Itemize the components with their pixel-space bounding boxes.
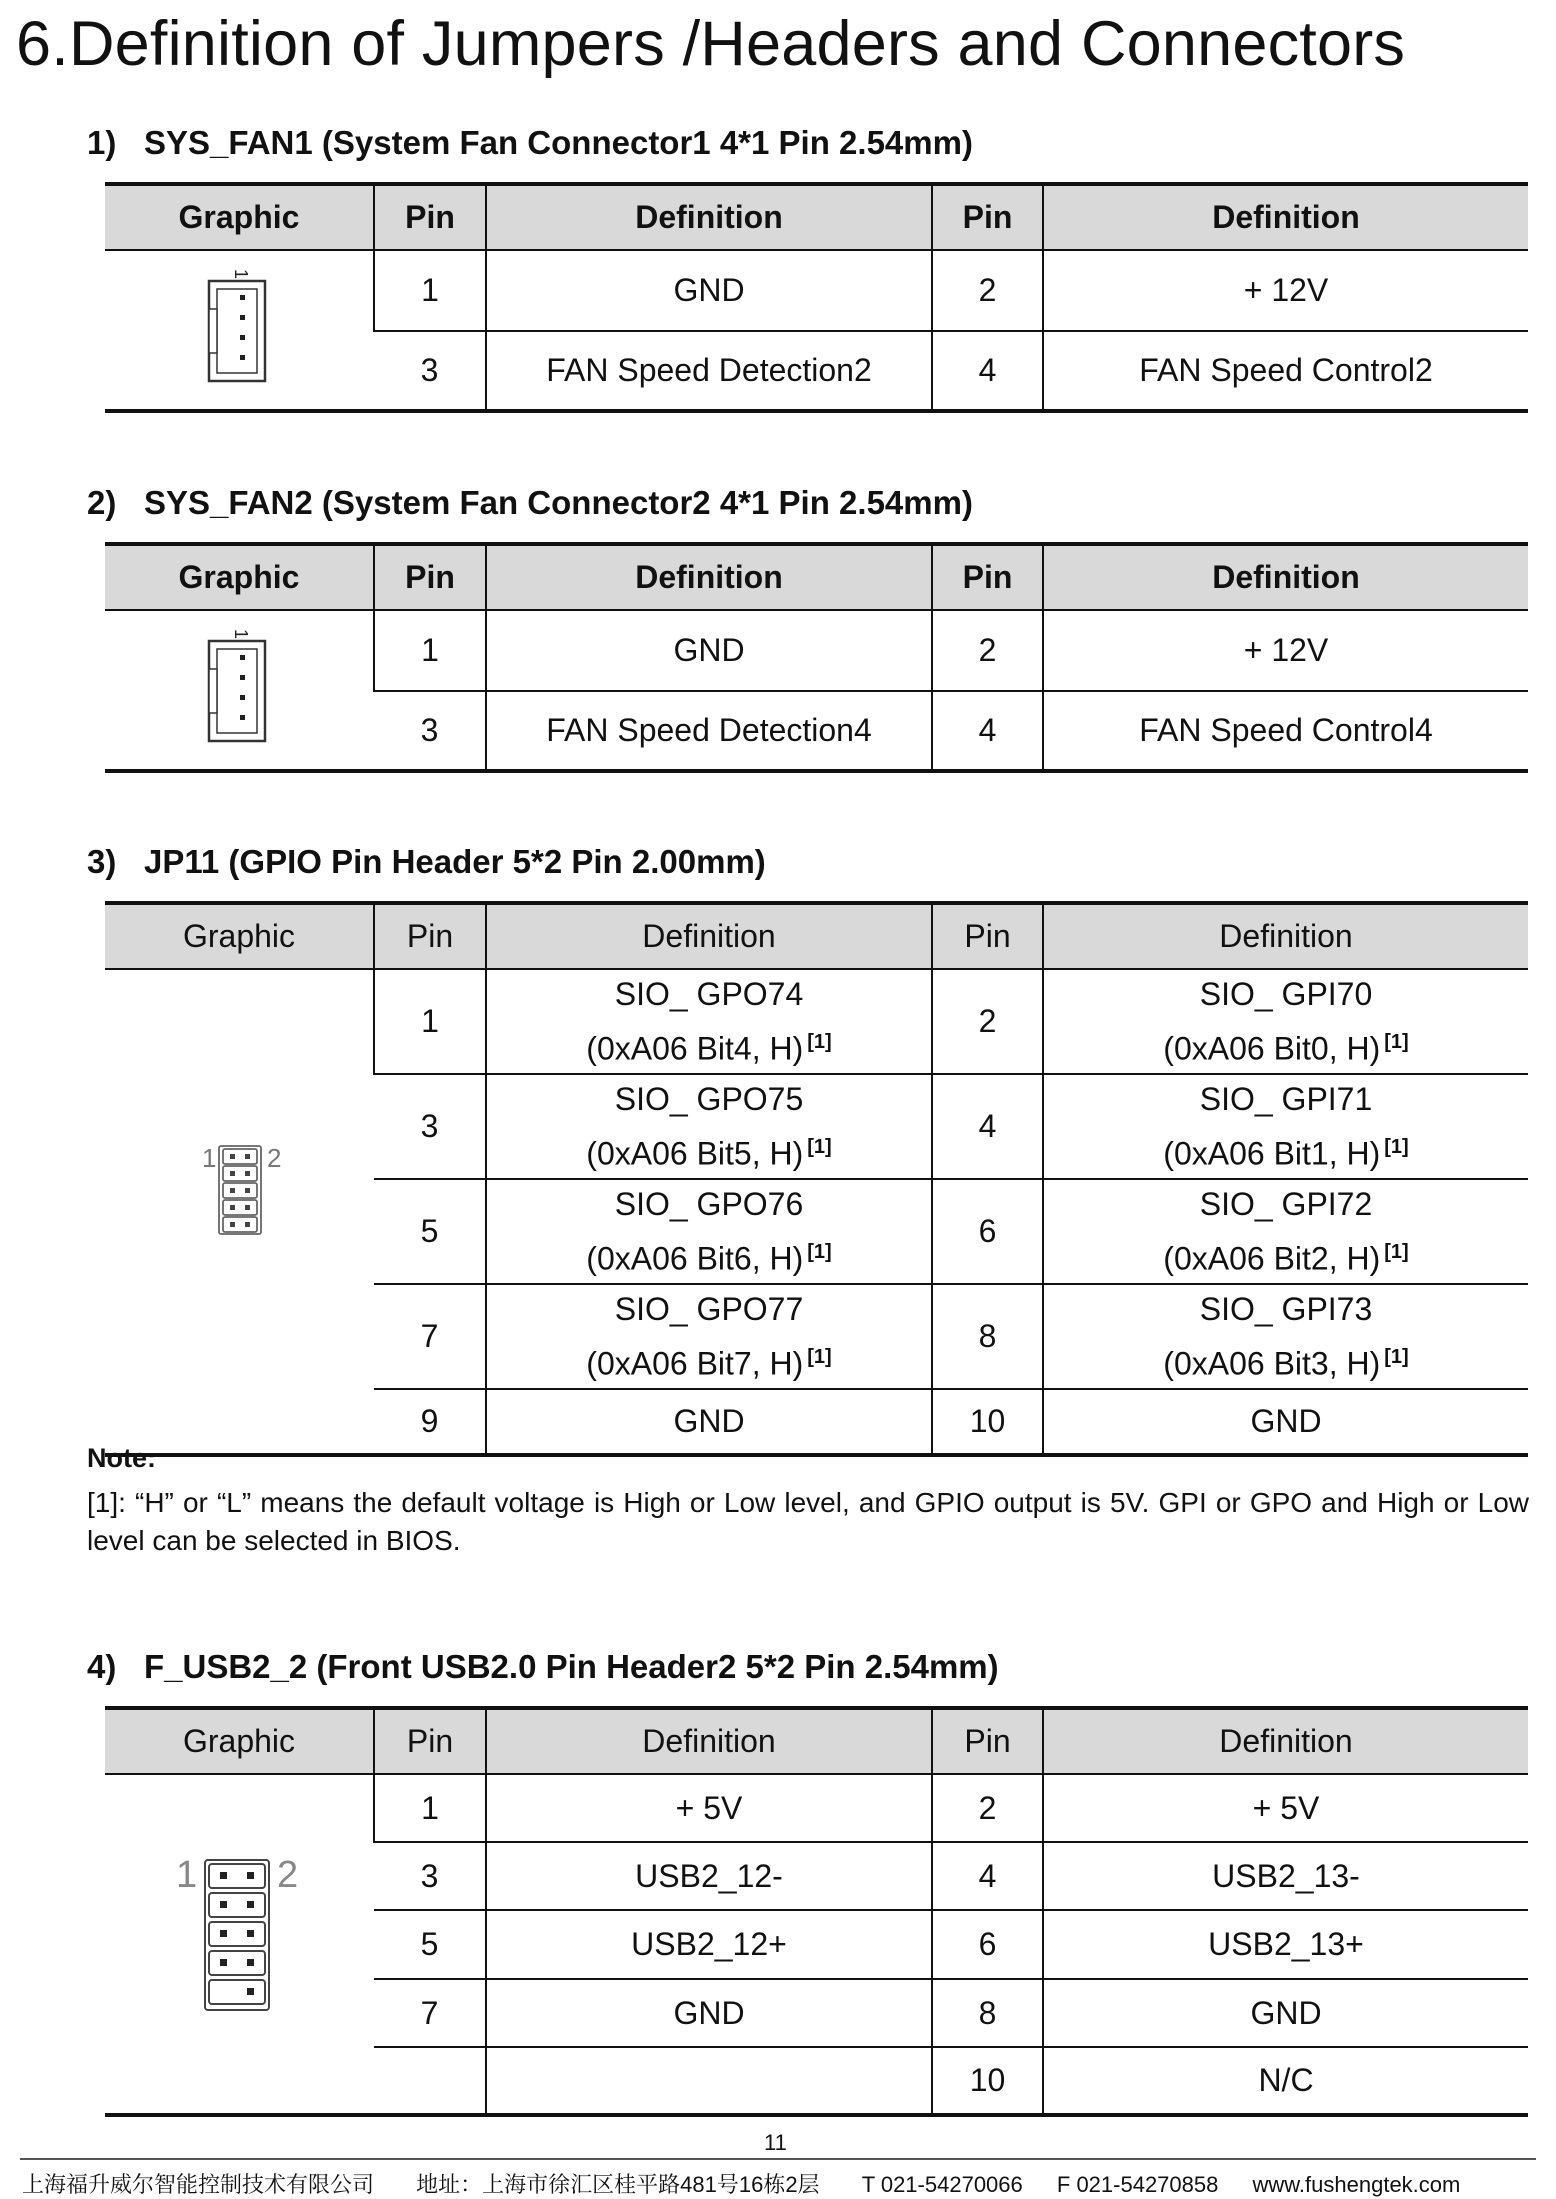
pin-table-sys-fan2 [105,542,1528,773]
pin-number: 4 [932,691,1043,772]
pin-number: 1 [374,610,486,691]
header-pin: Pin [932,544,1043,610]
footnote-ref: [1] [1384,1241,1409,1264]
pin-number: 2 [932,610,1043,691]
section-heading: SYS_FAN1 (System Fan Connector1 4*1 Pin 2.54mm) [144,124,973,161]
header-graphic: Graphic [105,903,374,969]
register-bit: (0xA06 Bit1, H) [1163,1135,1381,1172]
pin-number: 9 [374,1389,486,1455]
pin-definition: USB2_13- [1043,1842,1528,1910]
pin-definition: N/C [1043,2047,1528,2115]
header-graphic: Graphic [105,184,374,250]
pin-definition [1043,1284,1528,1389]
pin-definition: + 12V [1043,610,1528,691]
pin-definition: FAN Speed Detection2 [486,331,932,412]
section-heading: SYS_FAN2 (System Fan Connector2 4*1 Pin 2.54mm) [144,484,973,521]
table-row [105,250,1528,331]
table-header-row [105,544,1528,610]
header-definition: Definition [1043,544,1528,610]
pin-definition [486,1284,932,1389]
pin-definition: FAN Speed Detection4 [486,691,932,772]
pin2-label: 2 [267,1143,282,1173]
register-bit: (0xA06 Bit0, H) [1163,1030,1381,1067]
footer-divider [20,2158,1536,2160]
header-pin: Pin [932,903,1043,969]
pin-number: 5 [374,1910,486,1978]
pin-number: 4 [932,1074,1043,1179]
gpio-name: SIO_ GPO76 [614,1186,804,1223]
pin-definition: FAN Speed Control2 [1043,331,1528,412]
gpio-name: SIO_ GPO77 [614,1291,804,1327]
pin-number: 1 [374,250,486,331]
pin-table-f-usb2-2 [105,1706,1528,2117]
pin-definition: FAN Speed Control4 [1043,691,1528,772]
header-pin: Pin [374,184,486,250]
footnote-ref: [1] [1384,1346,1409,1368]
header-definition: Definition [1043,1708,1528,1774]
pin-definition [486,2047,932,2115]
pin-definition: GND [1043,1979,1528,2047]
pin-number: 2 [932,250,1043,331]
pin-number [374,2047,486,2115]
section-title-sys-fan2 [87,484,973,522]
footer-tel: T 021-54270066 [861,2172,1023,2197]
usb-header-icon [105,1775,374,2100]
header-definition: Definition [486,544,932,610]
section-title-sys-fan1 [87,124,973,162]
pin-number: 6 [932,1910,1043,1978]
pin-number: 4 [932,1842,1043,1910]
pin-table-sys-fan1 [105,182,1528,413]
fan-connector-graphic [105,250,374,411]
pin-number: 6 [932,1179,1043,1284]
footer-fax: F 021-54270858 [1056,2172,1219,2197]
table-header-row [105,184,1528,250]
pin-number: 3 [374,691,486,772]
gpio-name: SIO_ GPI73 [1199,1291,1373,1327]
pin-definition: USB2_12- [486,1842,932,1910]
section-number: 4) [87,1648,117,1685]
gpio-name: SIO_ GPI70 [1199,976,1373,1013]
register-bit: (0xA06 Bit7, H) [586,1345,804,1382]
section-number: 3) [87,843,117,880]
note-text: [1]: “H” or “L” means the default voltage is High or Low level, and GPIO output is 5V. GPI or GPO and High or Low level can be selected in BIOS. [87,1487,1529,1556]
header-pin: Pin [932,184,1043,250]
header-pin: Pin [374,1708,486,1774]
gpio-header-graphic [105,969,374,1455]
pin-definition [486,969,932,1074]
fan-connector-graphic [105,610,374,771]
page-number: 11 [758,2130,793,2156]
gpio-name: SIO_ GPI71 [1199,1081,1373,1118]
register-bit: (0xA06 Bit6, H) [586,1240,804,1277]
pin-number: 7 [374,1284,486,1389]
footer-company: 上海福升威尔智能控制技术有限公司 [22,2172,375,2197]
footer-website[interactable]: www.fushengtek.com [1252,2172,1461,2197]
pin-definition [486,1179,932,1284]
fan-connector-icon [105,251,374,396]
pin-number: 3 [374,331,486,412]
header-definition: Definition [1043,903,1528,969]
pin-definition: GND [486,610,932,691]
pin1-label: 1 [176,1854,198,1896]
gpio-name: SIO_ GPO74 [614,976,804,1013]
pin-definition: + 5V [1043,1774,1528,1842]
table-row [105,969,1528,1074]
pin-number: 10 [932,2047,1043,2115]
section-heading: JP11 (GPIO Pin Header 5*2 Pin 2.00mm) [144,843,766,880]
pin-number: 5 [374,1179,486,1284]
section-title-jp11 [87,843,766,881]
header-definition: Definition [486,184,932,250]
pin-definition [1043,969,1528,1074]
header-pin: Pin [932,1708,1043,1774]
pin-definition: GND [1043,1389,1528,1455]
pin-definition: GND [486,1389,932,1455]
footnote-ref: [1] [807,1031,832,1054]
pin-definition: USB2_13+ [1043,1910,1528,1978]
table-header-row [105,903,1528,969]
pin-definition: GND [486,1979,932,2047]
pin-number: 8 [932,1979,1043,2047]
fan-connector-icon [105,611,374,756]
pin-definition: + 5V [486,1774,932,1842]
section-heading: F_USB2_2 (Front USB2.0 Pin Header2 5*2 Pin 2.54mm) [144,1648,999,1685]
pin-number: 1 [374,1774,486,1842]
pin-definition: USB2_12+ [486,1910,932,1978]
pin-number: 8 [932,1284,1043,1389]
section-number: 1) [87,124,117,161]
pin-number: 2 [932,1774,1043,1842]
pin-number: 2 [932,969,1043,1074]
pin-table-jp11 [105,901,1528,1457]
footer-address: 地址：上海市徐汇区桂平路481号16栋2层 [416,2172,820,2197]
register-bit: (0xA06 Bit3, H) [1163,1345,1381,1382]
header-pin: Pin [374,544,486,610]
pin-definition: + 12V [1043,250,1528,331]
pin-number: 3 [374,1842,486,1910]
section-number: 2) [87,484,117,521]
gpio-header-icon [105,970,374,1440]
pin-number: 3 [374,1074,486,1179]
pin-definition: GND [486,250,932,331]
gpio-name: SIO_ GPO75 [614,1081,804,1118]
header-definition: Definition [486,1708,932,1774]
pin-number: 1 [374,969,486,1074]
footnote-ref: [1] [1384,1136,1409,1159]
footnote-ref: [1] [807,1346,832,1368]
table-header-row [105,1708,1528,1774]
pin-definition [1043,1179,1528,1284]
register-bit: (0xA06 Bit4, H) [586,1030,804,1067]
section-title-f-usb2-2 [87,1648,999,1686]
header-definition: Definition [1043,184,1528,250]
footnote-ref: [1] [807,1241,832,1264]
pin1-marker: 1 [231,629,251,640]
note-heading: Note: [87,1443,156,1473]
pin2-label: 2 [277,1854,299,1896]
table-row [105,610,1528,691]
gpio-name: SIO_ GPI72 [1199,1186,1373,1223]
pin1-label: 1 [202,1143,217,1173]
pin-definition [486,1074,932,1179]
header-graphic: Graphic [105,1708,374,1774]
page-title: 6.Definition of Jumpers /Headers and Connectors [16,9,1406,79]
register-bit: (0xA06 Bit5, H) [586,1135,804,1172]
pin-number: 7 [374,1979,486,2047]
pin1-marker: 1 [231,269,251,280]
footnote-ref: [1] [807,1136,832,1159]
header-pin: Pin [374,903,486,969]
table-row [105,1774,1528,1842]
footnote-ref: [1] [1384,1031,1409,1054]
usb-header-graphic [105,1774,374,2115]
register-bit: (0xA06 Bit2, H) [1163,1240,1381,1277]
pin-number: 10 [932,1389,1043,1455]
header-definition: Definition [486,903,932,969]
header-graphic: Graphic [105,544,374,610]
pin-number: 4 [932,331,1043,412]
pin-definition [1043,1074,1528,1179]
footer [22,2168,1460,2199]
